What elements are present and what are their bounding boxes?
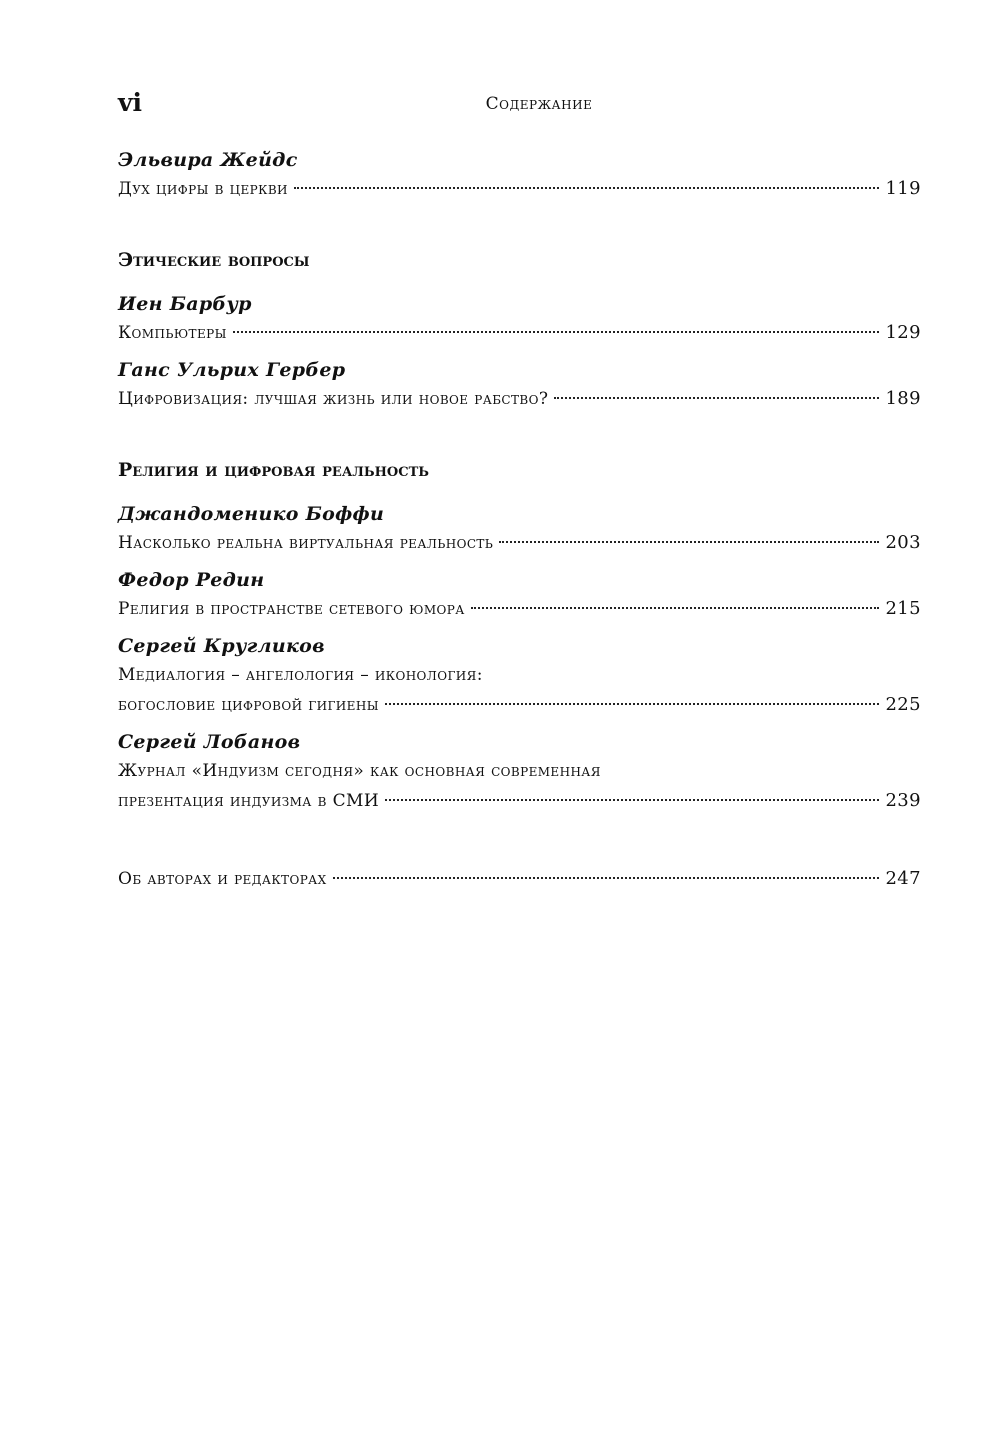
entry-author: Ганс Ульрих Гербер (118, 359, 346, 381)
page-header (118, 88, 920, 124)
dot-leader (233, 331, 880, 333)
entry-author: Джандоменико Боффи (118, 503, 385, 525)
entry-title: Компьютеры (118, 323, 227, 343)
toc-entry (118, 566, 921, 624)
entry-page: 225 (885, 694, 921, 715)
running-head: Содержание (485, 94, 593, 114)
toc-entry (118, 356, 921, 414)
toc-entry (118, 146, 921, 204)
entry-author: Иен Барбур (118, 293, 252, 315)
dot-leader (333, 877, 880, 879)
entry-title-line[interactable] (118, 594, 921, 624)
entry-title-line[interactable] (118, 690, 921, 720)
entry-page: 129 (885, 322, 921, 343)
entry-title: богословие цифровой гигиены (118, 695, 379, 715)
entry-title: Религия в пространстве сетевого юмора (118, 599, 465, 619)
dot-leader (385, 703, 880, 705)
entry-author: Федор Редин (118, 569, 265, 591)
section-title-religion: Религия и цифровая реальность (118, 459, 429, 481)
section-title-ethics: Этические вопросы (118, 249, 310, 271)
entry-title-line[interactable] (118, 174, 921, 204)
entry-author: Эльвира Жейдс (118, 149, 298, 171)
toc-entry (118, 290, 921, 348)
entry-title-first-line: Медиалогия – ангелология – иконология: (118, 665, 483, 685)
entry-title: Насколько реальна виртуальная реальность (118, 533, 494, 553)
entry-page: 189 (885, 388, 921, 409)
toc-entry (118, 632, 921, 720)
dot-leader (499, 541, 879, 543)
entry-author: Сергей Лобанов (118, 731, 301, 753)
entry-title-line[interactable] (118, 786, 921, 816)
dot-leader (554, 397, 879, 399)
entry-title: Об авторах и редакторах (118, 869, 327, 889)
dot-leader (385, 799, 879, 801)
entry-title-first-line: Журнал «Индуизм сегодня» как основная современная (118, 761, 601, 781)
dot-leader (294, 187, 880, 189)
toc-entry (118, 728, 921, 816)
entry-title: Дух цифры в церкви (118, 179, 288, 199)
entry-title-line[interactable] (118, 318, 921, 348)
entry-page: 119 (885, 178, 921, 199)
entry-page: 215 (885, 598, 921, 619)
page-number: vi (118, 88, 143, 117)
entry-title: Цифровизация: лучшая жизнь или новое рабство? (118, 389, 549, 409)
entry-page: 247 (885, 868, 921, 889)
dot-leader (471, 607, 880, 609)
table-of-contents (118, 146, 921, 902)
entry-title-line[interactable] (118, 528, 921, 558)
toc-entry (118, 500, 921, 558)
entry-title: презентация индуизма в СМИ (118, 791, 380, 811)
entry-title-line[interactable] (118, 384, 921, 414)
entry-title-line[interactable] (118, 864, 921, 894)
entry-author: Сергей Кругликов (118, 635, 325, 657)
entry-page: 203 (885, 532, 921, 553)
entry-page: 239 (885, 790, 921, 811)
toc-entry-about (118, 864, 921, 894)
